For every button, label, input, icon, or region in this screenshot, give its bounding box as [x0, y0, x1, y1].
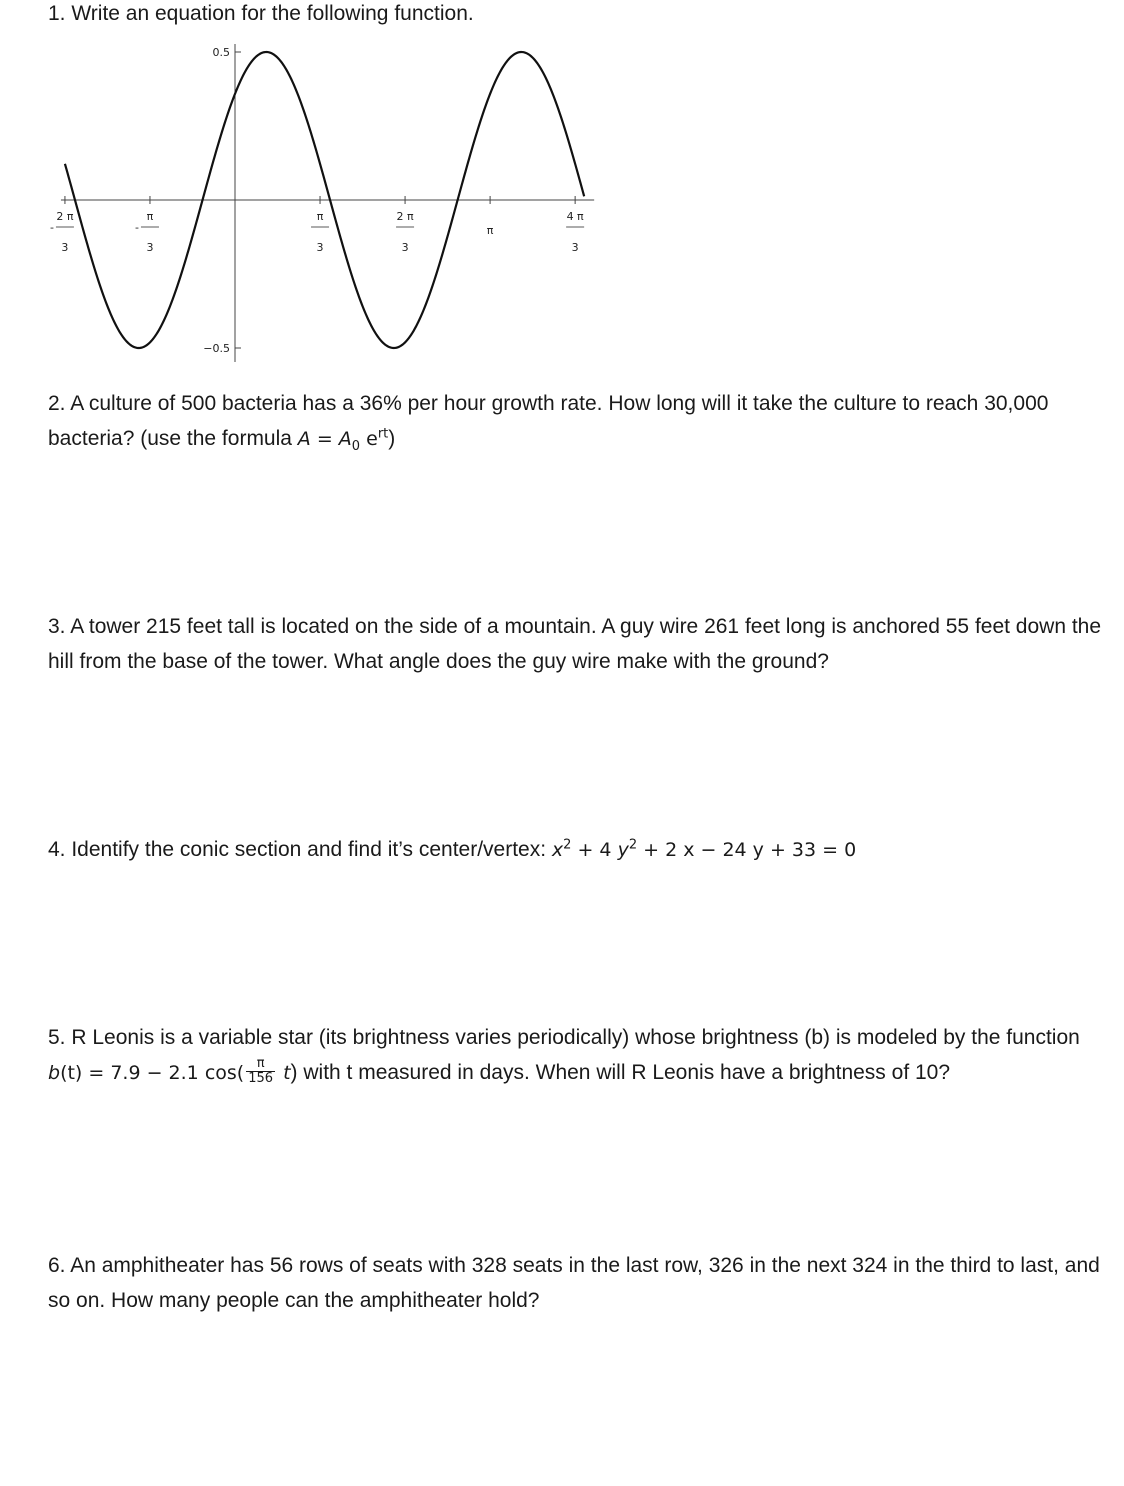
- conic-y: y: [617, 839, 629, 861]
- formula-close-paren: ): [388, 427, 396, 450]
- conic-plus-4: + 4: [571, 839, 618, 861]
- question-4-text: 4. Identify the conic section and find it’s center/vertex:: [48, 838, 552, 861]
- question-3-text: 3. A tower 215 feet tall is located on the side of a mountain. A guy wire 261 feet long is anchored 55 feet down the hill from the base of the tower. What angle does the guy wire make with the ground?: [48, 615, 1102, 673]
- brightness-t: t: [277, 1062, 291, 1084]
- question-2: [48, 386, 1118, 457]
- fraction-denominator: 156: [248, 1071, 274, 1086]
- question-5: [48, 1020, 1118, 1091]
- x-tick-denominator: 3: [61, 241, 69, 254]
- x-tick-numerator: 2 π: [56, 210, 74, 223]
- sinusoid-graph: [40, 40, 600, 370]
- question-5-text-b: ) with t measured in days. When will R Leonis have a brightness of 10?: [290, 1061, 951, 1084]
- x-tick-denominator: 3: [316, 241, 324, 254]
- x-tick-sign: -: [49, 221, 54, 234]
- question-6-text: 6. An amphitheater has 56 rows of seats with 328 seats in the last row, 326 in the next 324 in the third to last, and so on. How many people can the amphitheater hold?: [48, 1254, 1100, 1312]
- question-1: [48, 0, 1118, 31]
- formula-exponent-rt: rt: [377, 426, 389, 442]
- brightness-b: b: [48, 1062, 61, 1084]
- x-tick-numerator: π: [316, 210, 324, 223]
- x-tick-numerator: π: [146, 210, 154, 223]
- conic-x: x: [551, 839, 564, 861]
- x-tick-denominator: 3: [401, 241, 409, 254]
- formula-equals: =: [310, 428, 339, 450]
- question-2-text: 2. A culture of 500 bacteria has a 36% per hour growth rate. How long will it take the culture to reach 30,000 bacteria? (use the formula: [48, 392, 1049, 450]
- formula-subscript-0: 0: [351, 438, 361, 454]
- formula-e: e: [360, 428, 378, 450]
- question-3: [48, 609, 1118, 679]
- fraction-numerator: π: [246, 1057, 275, 1072]
- x-tick-label: π: [486, 224, 494, 237]
- brightness-equation: = 7.9 − 2.1 cos(: [82, 1062, 245, 1084]
- question-1-text: 1. Write an equation for the following function.: [48, 2, 474, 25]
- x-tick-denominator: 3: [146, 241, 154, 254]
- x-tick-numerator: 2 π: [396, 210, 414, 223]
- formula-A: A: [297, 428, 311, 450]
- x-tick-numerator: 4 π: [566, 210, 584, 223]
- x-tick-sign: -: [134, 221, 139, 234]
- brightness-t-paren: (t): [60, 1062, 83, 1084]
- question-4: [48, 832, 1118, 868]
- formula-A0: A: [338, 428, 352, 450]
- y-tick-label: 0.5: [212, 46, 230, 59]
- question-5-text-a: 5. R Leonis is a variable star (its brightness varies periodically) whose brightness (b) is modeled by the function: [48, 1026, 1080, 1049]
- graph-axes: [61, 44, 594, 362]
- brightness-fraction: [246, 1057, 275, 1086]
- conic-x-squared: 2: [563, 837, 572, 853]
- conic-rest: + 2 x − 24 y + 33 = 0: [637, 839, 857, 861]
- x-tick-denominator: 3: [571, 241, 579, 254]
- conic-y-squared: 2: [628, 837, 638, 853]
- question-6: [48, 1248, 1118, 1318]
- y-tick-label: −0.5: [203, 342, 230, 355]
